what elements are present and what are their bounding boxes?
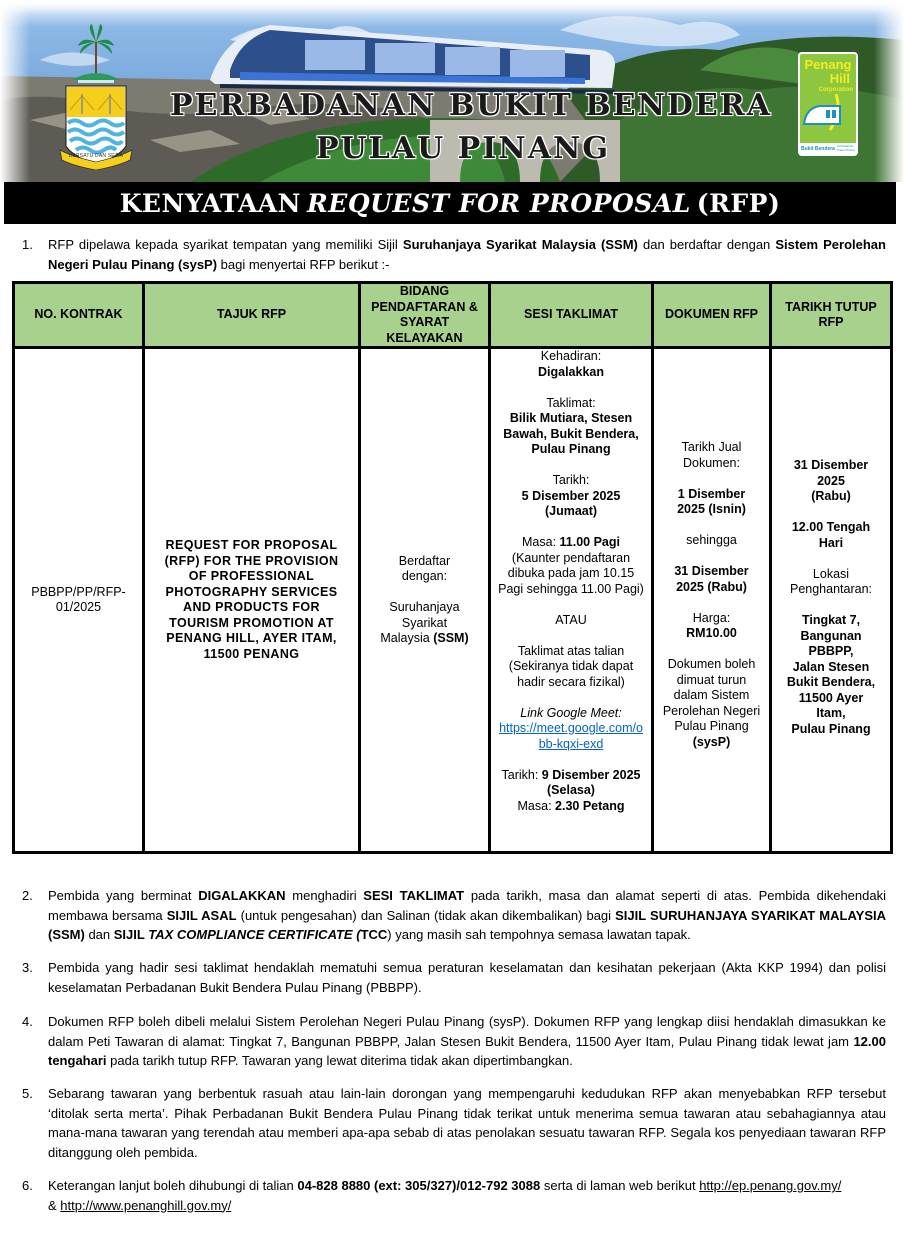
contract-number-cell: PBBPP/PP/RFP- 01/2025 <box>14 348 144 853</box>
paragraph-number: 4. <box>22 1014 33 1029</box>
crest-motto: BERSATU DAN SETIA <box>68 153 124 159</box>
org-name-line1: PERBADANAN BUKIT BENDERA <box>170 88 772 123</box>
penang-hill-website-link[interactable]: http://www.penanghill.gov.my/ <box>60 1197 232 1213</box>
table-row <box>14 348 892 853</box>
closing-date-cell: 31 Disember 2025 (Rabu) 12.00 Tengah Hari Lokasi Penghantaran: Tingkat 7, Bangunan PBBPP, Jalan Stesen Bukit Bendera, 11500 Ayer Itam, Pulau Pinang <box>771 348 892 853</box>
briefing-cell: Kehadiran: Digalakkan Taklimat: Bilik Mutiara, Stesen Bawah, Bukit Bendera, Pulau Pinang Tarikh: 5 Disember 2025 (Jumaat) Masa: 11.00 Pagi (Kaunter pendaftaran dibuka pada jam 10.15 Pagi sehingga 11.00 Pagi) ATAU Taklimat atas talian (Sekiranya tidak dapat hadir secara fizikal) Link Google Meet: https://meet.google.com/obb-kqxi-exd Tarikh: 9 Disember 2025 (Selasa) Masa: 2.30 Petang <box>490 348 653 853</box>
page-title-part2: REQUEST FOR PROPOSAL <box>307 188 691 218</box>
page-title-bar <box>4 182 896 224</box>
page-title-part3: (RFP) <box>696 188 781 218</box>
eprocurement-website-link[interactable]: http://ep.penang.gov.my/ <box>699 1178 842 1193</box>
rfp-table <box>12 281 893 854</box>
paragraph-3: 3. Pembida yang hadir sesi taklimat hendaklah mematuhi semua peraturan keselamatan dan kesihatan pekerjaan (Akta KKP 1994) dan polisi keselamatan Perbadanan Bukit Bendera Pulau Pinang (PBBPP). <box>22 960 886 995</box>
column-header-registration: BIDANG PENDAFTARAN & SYARAT KELAYAKAN <box>360 283 490 348</box>
page-title-part1: KENYATAAN <box>119 188 301 218</box>
paragraph-4: 4. Dokumen RFP boleh dibeli melalui Sistem Perolehan Negeri Pulau Pinang (sysP). Dokumen RFP yang lengkap diisi hendaklah dimasukkan ke dalam Peti Tawaran di alamat: Tingkat 7, Bangunan PBBPP, Jalan Stesen Bukit Bendera, 11500 Ayer Itam, Pulau Pinang tidak lewat jam 12.00 tengahari pada tarikh tutup RFP. Tawaran yang lewat diterima tidak akan dipertimbangkan. <box>22 1014 886 1068</box>
paragraph-number: 3. <box>22 960 33 975</box>
document-cell: Tarikh Jual Dokumen: 1 Disember 2025 (Isnin) sehingga 31 Disember 2025 (Rabu) Harga: RM10.00 Dokumen boleh dimuat turun dalam Sistem Perolehan Negeri Pulau Pinang (sysP) <box>653 348 771 853</box>
paragraph-number: 5. <box>22 1086 33 1101</box>
column-header-rfp-title: TAJUK RFP <box>144 283 360 348</box>
column-header-closing-date: TARIKH TUTUP RFP <box>771 283 892 348</box>
column-header-briefing: SESI TAKLIMAT <box>490 283 653 348</box>
paragraph-2: 2. Pembida yang berminat DIGALAKKAN menghadiri SESI TAKLIMAT pada tarikh, masa dan alamat seperti di atas. Pembida dikehendaki membawa bersama SIJIL ASAL (untuk pengesahan) dan Salinan (tidak akan dikembalikan) bagi SIJIL SURUHANJAYA SYARIKAT MALAYSIA (SSM) dan SIJIL TAX COMPLIANCE CERTIFICATE (TCC) yang masih sah tempohnya semasa lawatan tapak. <box>22 888 886 942</box>
table-header-row <box>14 283 892 348</box>
google-meet-link[interactable]: https://meet.google.com/obb-kqxi-exd <box>499 721 643 751</box>
paragraph-number: 2. <box>22 888 33 903</box>
registration-cell: Berdaftar dengan: Suruhanjaya Syarikat Malaysia (SSM) <box>360 348 490 853</box>
header-banner <box>0 0 904 182</box>
rfp-title-cell: REQUEST FOR PROPOSAL (RFP) FOR THE PROVISION OF PROFESSIONAL PHOTOGRAPHY SERVICES AND PRODUCTS FOR TOURISM PROMOTION AT PENANG HILL, AYER ITAM, 11500 PENANG <box>144 348 360 853</box>
column-header-contract-no: NO. KONTRAK <box>14 283 144 348</box>
column-header-document: DOKUMEN RFP <box>653 283 771 348</box>
penang-hill-corporation-logo: Penang Hill Corporation Bukit Bendera Perbadanan Pulau Pinang <box>798 52 858 156</box>
org-name-line2: PULAU PINANG <box>315 131 611 166</box>
paragraph-6: 6. Keterangan lanjut boleh dihubungi di talian 04-828 8880 (ext: 305/327)/012-792 3088 serta di laman web berikut http://ep.penang.gov.my/ & http://www.penanghill.gov.my/ <box>22 1178 842 1213</box>
paragraph-1: 1. RFP dipelawa kepada syarikat tempatan yang memiliki Sijil Suruhanjaya Syarikat Malaysia (SSM) dan berdaftar dengan Sistem Perolehan Negeri Pulau Pinang (sysP) bagi menyertai RFP berikut :- <box>22 237 886 272</box>
paragraph-number: 1. <box>22 237 33 252</box>
paragraph-number: 6. <box>22 1178 33 1193</box>
paragraph-5: 5. Sebarang tawaran yang berbentuk rasuah atau lain-lain dorongan yang mempengaruhi kedudukan RFP akan menyebabkan RFP tersebut ‘ditolak serta merta’. Pihak Perbadanan Bukit Bendera Pulau Pinang tidak terikat untuk menerima semua tawaran atau sebahagiannya atau mana-mana tawaran yang terendah atau memberi apa-apa sebab di atas penolakan sesuatu tawaran RFP. Segala kos penyediaan tawaran RFP ditanggung oleh pembida. <box>22 1086 886 1160</box>
